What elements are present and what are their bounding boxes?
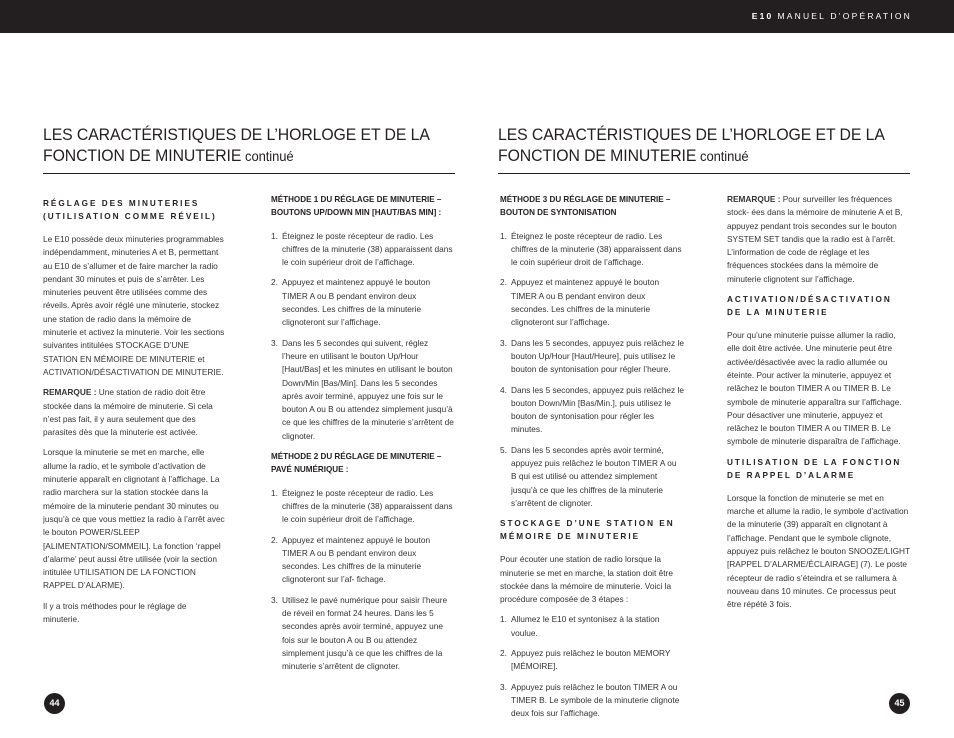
remark-label: REMARQUE :: [43, 387, 97, 398]
method1-steps: [271, 230, 455, 443]
method3-heading: MÉTHODE 3 DU RÉGLAGE DE MINUTERIE – BOUTON DE SYNTONISATION: [500, 195, 671, 218]
manual-title: MANUEL D’OPÉRATION: [777, 11, 912, 21]
list-item: 2. Appuyez et maintenez appuyé le bouton TIMER A ou B pendant environ deux secondes. Les chiffres de la minuterie clignoteront sur l’affichage.: [500, 277, 660, 328]
remark-label: REMARQUE :: [727, 194, 781, 204]
left-page-title: [43, 124, 430, 167]
list-item: 4. Dans les 5 secondes, appuyez puis relâchez le bouton Down/Min [Bas/Min.], puis utilisez le bouton de syntonisation pour régler les minutes.: [500, 384, 684, 435]
paragraph-storage-intro: Pour écouter une station de radio lorsque la minuterie se met en marche, la station doit être stockée dans la mémoire de minuterie. Voici la procédure composée de 3 étapes :: [500, 554, 673, 605]
column-3: [500, 193, 684, 728]
section-heading-timer-setting: RÉGLAGE DES MINUTERIES (UTILISATION COMME RÉVEIL): [43, 199, 217, 221]
list-item: 2. Appuyez puis relâchez le bouton MEMORY [MÉMOIRE].: [500, 648, 671, 672]
right-page-heading: [498, 124, 910, 174]
page-number-left: 44: [44, 693, 65, 714]
column-1: [43, 193, 225, 633]
list-item: 1. Éteignez le poste récepteur de radio. Les chiffres de la minuterie (38) apparaissent dans le coin supérieur droit de l’affichage.: [271, 487, 453, 525]
list-item: 3. Utilisez le pavé numérique pour saisir l’heure de réveil en format 24 heures. Dans les 5 secondes après avoir terminé, appuyez une fois sur le bouton A ou B ou attendez simplement jusqu’à ce que les chiffres de la minuterie s’arrêtent de clignoter.: [271, 594, 448, 672]
list-item: 1. Éteignez le poste récepteur de radio. Les chiffres de la minuterie (38) apparaissent dans le coin supérieur droit de l’affichage.: [271, 230, 453, 268]
paragraph-timer-on: Lorsque la minuterie se met en marche, elle allume la radio, et le symbole d’activation de minuterie apparaît en clignotant à l’affichage. La radio marchera sur la station stockée dans la mémoire de la minuterie pendant 30 minutes ou jusqu’à ce que vous mettiez la radio à l’arrêt avec le bouton POWER/SLEEP [ALIMENTATION/SOMMEIL]. La fonction ‘rappel d’alarme’ peut aussi être utilisée (voir la section intitulée UTILISATION DE LA FONCTION RAPPEL D’ALARME).: [43, 447, 225, 591]
left-title-continued: continué: [245, 148, 294, 164]
top-header-bar: [0, 0, 954, 33]
list-item: 2. Appuyez et maintenez appuyé le bouton TIMER A ou B pendant environ deux secondes. Les chiffres de la minuterie clignoteront sur l’af- fichage.: [271, 534, 431, 585]
left-title-line2: FONCTION DE MINUTERIE: [43, 146, 242, 165]
method3-steps: [500, 230, 684, 511]
storage-steps: [500, 613, 684, 720]
list-item: 3. Appuyez puis relâchez le bouton TIMER A ou TIMER B. Le symbole de la minuterie clignote deux fois sur l’affichage.: [500, 681, 680, 719]
section-heading-storage: STOCKAGE D’UNE STATION EN MÉMOIRE DE MINUTERIE: [500, 519, 675, 542]
page-number-right: 45: [889, 693, 910, 714]
model-name: E10: [751, 11, 774, 21]
right-title-continued: continué: [700, 148, 749, 164]
list-item: 3. Dans les 5 secondes, appuyez puis relâchez le bouton Up/Hour [Haut/Heure], puis utilisez le bouton de syntonisation pour régler l’heure.: [500, 337, 684, 375]
list-item: 1. Éteignez le poste récepteur de radio. Les chiffres de la minuterie (38) apparaissent dans le coin supérieur droit de l’affichage.: [500, 230, 682, 268]
section-heading-snooze: UTILISATION DE LA FONCTION DE RAPPEL D’ALARME: [727, 457, 902, 480]
left-title-line1: LES CARACTÉRISTIQUES DE L’HORLOGE ET DE LA: [43, 125, 430, 144]
column-4: [727, 193, 910, 618]
list-item: 3. Dans les 5 secondes qui suivent, réglez l’heure en utilisant le bouton Up/Hour [Haut/Bas] et les minutes en utilisant le bouton Down/Min [Bas/Min]. Dans les 5 secondes après avoir terminé, appuyez une fois sur le bouton A ou B ou attendez simplement jusqu’à ce que les chiffres de la minuterie s’arrêtent de clignoter.: [271, 337, 454, 441]
left-page-heading: [43, 124, 455, 174]
section-heading-activation: ACTIVATION/DÉSACTIVATION DE LA MINUTERIE: [727, 295, 892, 318]
list-item: 5. Dans les 5 secondes après avoir terminé, appuyez puis relâchez le bouton TIMER A ou B qui est utilisé ou attendez simplement jusqu’à ce que les chiffres de la minuterie s’arrêtent de clignoter.: [500, 444, 677, 508]
right-page-title: [498, 124, 885, 167]
paragraph-intro: Le E10 possède deux minuteries programmables indépendamment, minuteries A et B, permettant au E10 de s’allumer et de faire marcher la radio pendant 30 minutes et puis de s’arrêter. Les minuteries peuvent être utilisées comme des réveils. Après avoir réglé une minuterie, stockez une station de radio dans la mémoire de minuterie et activez la minuterie. Voir les sections suivantes intitulées STOCKAGE D’UNE STATION EN MÉMOIRE DE MINUTERIE et ACTIVATION/DÉSACTIVATION DE MINUTERIE.: [43, 234, 225, 377]
right-title-line2: FONCTION DE MINUTERIE: [498, 146, 697, 165]
method1-heading: MÉTHODE 1 DU RÉGLAGE DE MINUTERIE – BOUTONS UP/DOWN MIN [HAUT/BAS MIN] :: [271, 195, 442, 218]
paragraph-snooze: Lorsque la fonction de minuterie se met en marche et allume la radio, le symbole d’activation de la minuterie (39) apparaît en clignotant à l’affichage. Pendant que le symbole clignote, appuyez puis relâchez le bouton SNOOZE/LIGHT [RAPPEL D’ALARME/ÉCLAIRAGE] (7). Le poste récepteur de radio s’éteindra et se rallumera à nouveau dans 10 minutes. Ce processus peut être répété 3 fois.: [727, 492, 910, 610]
method2-heading: MÉTHODE 2 DU RÉGLAGE DE MINUTERIE – PAVÉ NUMÉRIQUE :: [271, 452, 442, 475]
remark-text: Pour surveiller les fréquences stock- ées dans la mémoire de minuterie A et B, appuyez pendant trois secondes sur le bouton SYSTEM SET tandis que la radio est à l’arrêt. L’information de code de réglage et les fréquences stockées dans la mémoire de minuterie clignotent sur l’affichage.: [727, 194, 903, 284]
right-title-line1: LES CARACTÉRISTIQUES DE L’HORLOGE ET DE LA: [498, 125, 885, 144]
column-2: [271, 193, 455, 681]
manual-brand: [752, 11, 912, 21]
paragraph-remark-monitor: [727, 193, 910, 286]
list-item: 1. Allumez le E10 et syntonisez à la station voulue.: [500, 614, 660, 638]
list-item: 2. Appuyez et maintenez appuyé le bouton TIMER A ou B pendant environ deux secondes. Les chiffres de la minuterie clignoteront sur l’affichage.: [271, 277, 431, 328]
paragraph-remark: [43, 386, 225, 439]
paragraph-three-methods: Il y a trois méthodes pour le réglage de minuterie.: [43, 600, 187, 625]
remark-text: Une station de radio doit être stockée dans la mémoire de minuterie. Si cela n’est pas fait, il y aura seulement que des parasites dès que la minuterie est activée.: [43, 387, 213, 438]
paragraph-activation: Pour qu’une minuterie puisse allumer la radio, elle doit être activée. Une minuterie peut être activée/désactivée avec la radio allumée ou éteinte. Pour activer la minuterie, appuyez et relâchez le bouton TIMER A ou TIMER B. Le symbole de minuterie apparaîtra sur l’affichage. Pour désactiver une minuterie, appuyez et relâchez le bouton TIMER A ou TIMER B. Le symbole de minuterie disparaîtra de l’affichage.: [727, 330, 902, 447]
method2-steps: [271, 487, 455, 674]
